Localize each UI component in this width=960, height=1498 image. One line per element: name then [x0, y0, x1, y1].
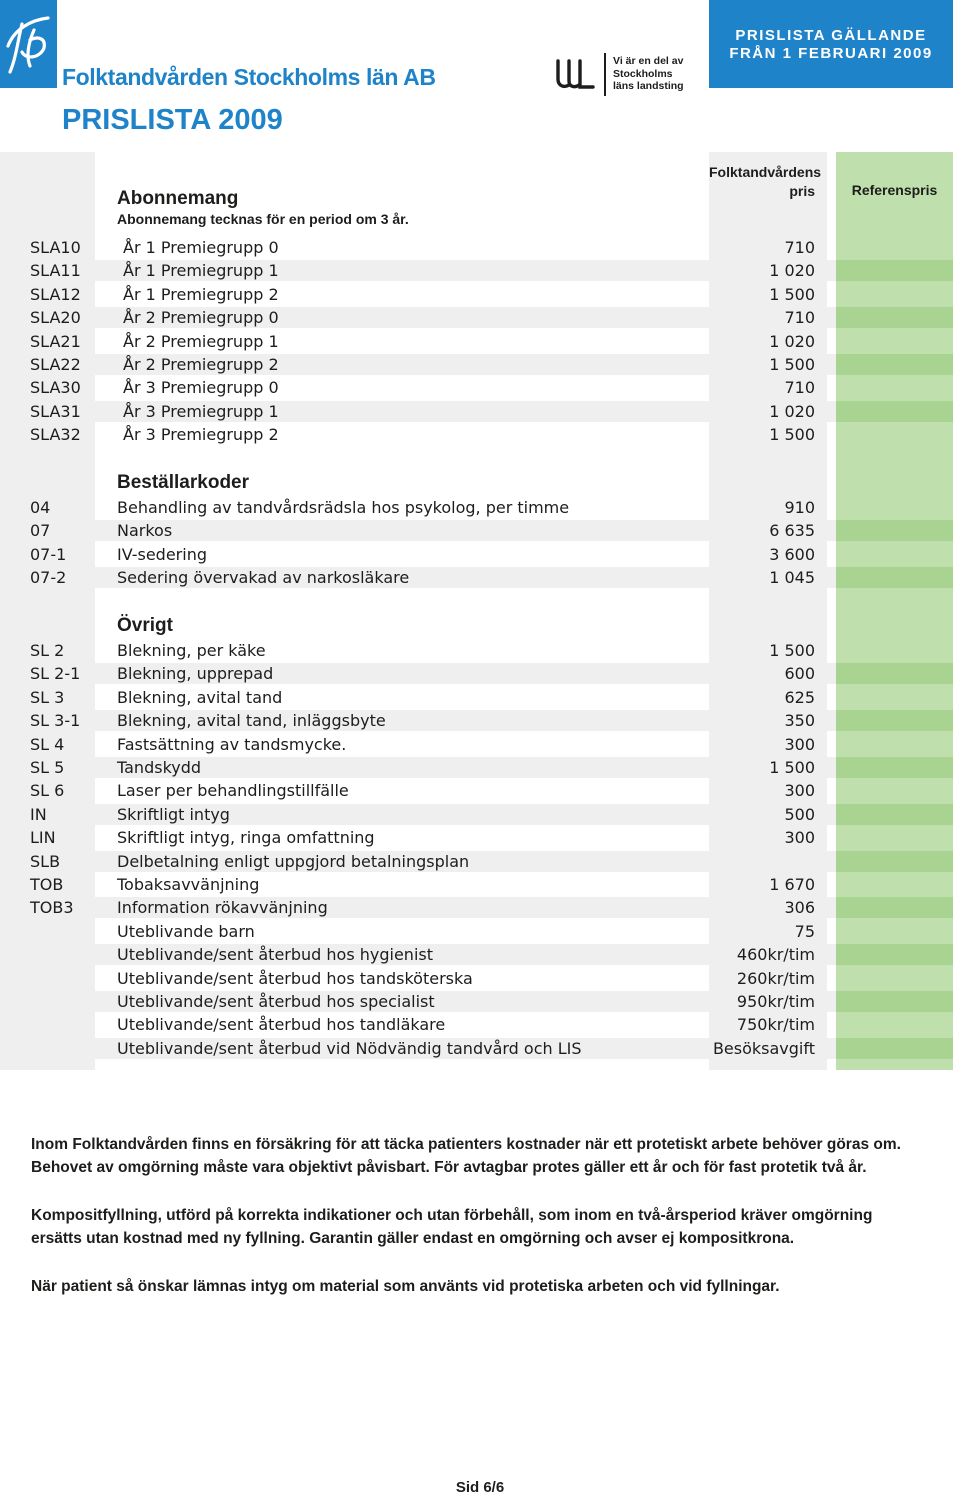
reference-price-cell [836, 710, 953, 731]
row-price: 1 500 [769, 641, 815, 660]
reference-price-cell [836, 640, 953, 661]
sll-tagline: Vi är en del av Stockholms läns landsting [613, 55, 684, 92]
row-price: 306 [784, 898, 815, 918]
table-row [0, 331, 953, 352]
reference-price-cell [836, 424, 953, 445]
sll-logo-icon [555, 57, 595, 91]
row-price: 1 500 [769, 758, 815, 777]
row-code: SLA12 [30, 284, 81, 304]
row-description: År 2 Premiegrupp 1 [123, 331, 279, 351]
row-description: Blekning, per käke [117, 641, 266, 660]
sll-divider [604, 53, 606, 96]
row-code: IN [30, 804, 47, 824]
section-title-ovrigt: Övrigt [117, 615, 173, 636]
row-description: Uteblivande barn [117, 921, 255, 941]
row-code: 07-1 [30, 544, 67, 564]
row-description: Blekning, avital tand, inläggsbyte [117, 711, 386, 731]
table-row [0, 991, 953, 1012]
row-price: 3 600 [769, 544, 815, 564]
row-description: Uteblivande/sent återbud hos hygienist [117, 945, 433, 965]
reference-price-cell [836, 237, 953, 258]
reference-price-cell [836, 921, 953, 942]
row-price: 1 045 [769, 568, 815, 588]
reference-price-cell [836, 497, 953, 518]
row-price: 750kr/tim [736, 1015, 815, 1035]
row-code: SLA10 [30, 238, 81, 257]
row-price: 710 [784, 308, 815, 328]
organization-name: Folktandvården Stockholms län AB [62, 64, 436, 90]
table-row [0, 663, 953, 684]
row-price: 710 [784, 238, 815, 257]
row-description: Behandling av tandvårdsrädsla hos psykolog, per timme [117, 498, 570, 517]
row-description: Uteblivande/sent återbud vid Nödvändig tandvård och LIS [117, 1038, 582, 1058]
reference-price-cell [836, 354, 953, 375]
row-description: År 1 Premiegrupp 0 [123, 238, 279, 257]
row-description: År 3 Premiegrupp 1 [123, 401, 279, 421]
reference-price-cell [836, 567, 953, 588]
row-code: SLA20 [30, 308, 81, 328]
table-row [0, 567, 953, 588]
row-price: 350 [784, 711, 815, 731]
table-row [0, 874, 953, 895]
row-code: SL 3-1 [30, 711, 81, 731]
note-insurance: Inom Folktandvården finns en försäkring för att täcka patienters kostnader när ett protetiskt arbete behöver göras om. Behovet av omgörning måste vara objektivt påvisbart. För avtagbar protes gäller ett år och för fast protetik två år. [31, 1136, 901, 1176]
row-price: 1 500 [769, 355, 815, 374]
row-price: 300 [784, 781, 815, 801]
reference-price-cell [836, 968, 953, 989]
row-description: Blekning, avital tand [117, 687, 283, 707]
row-code: SL 2-1 [30, 664, 81, 684]
row-description: Uteblivande/sent återbud hos tandsköterska [117, 968, 473, 988]
row-code: SLA11 [30, 261, 81, 281]
ftv-logo [0, 0, 57, 88]
row-price: 460kr/tim [736, 945, 815, 965]
reference-price-cell [836, 874, 953, 895]
row-price: 950kr/tim [736, 992, 815, 1011]
row-price: 910 [784, 498, 815, 517]
table-row [0, 401, 953, 422]
reference-price-cell [836, 757, 953, 778]
table-row [0, 520, 953, 541]
reference-price-cell [836, 377, 953, 398]
row-price: 500 [784, 804, 815, 824]
validity-line-2: FRÅN 1 FEBRUARI 2009 [729, 45, 933, 62]
row-price: 1 500 [769, 425, 815, 445]
price-column-header: Folktandvårdens pris [709, 164, 822, 199]
row-code: SL 6 [30, 781, 65, 801]
row-price: 600 [784, 664, 815, 684]
validity-banner [709, 0, 953, 88]
row-code: SLA21 [30, 331, 81, 351]
reference-price-column-header: Referenspris [851, 182, 938, 198]
table-row [0, 897, 953, 918]
row-code: 07 [30, 521, 51, 541]
table-row [0, 804, 953, 825]
table-row [0, 944, 953, 965]
row-description: Tandskydd [117, 758, 202, 777]
table-row [0, 284, 953, 305]
table-row [0, 757, 953, 778]
reference-price-cell [836, 897, 953, 918]
row-description: Uteblivande/sent återbud hos specialist [117, 992, 435, 1011]
reference-price-cell [836, 804, 953, 825]
reference-price-cell [836, 1014, 953, 1035]
table-row [0, 968, 953, 989]
reference-price-cell [836, 260, 953, 281]
note-material-certificate: När patient så önskar lämnas intyg om material som använts vid protetiska arbeten och vid fyllningar. [31, 1278, 780, 1295]
section-title-bestallarkoder: Beställarkoder [117, 472, 250, 493]
table-row [0, 237, 953, 258]
row-description: År 1 Premiegrupp 2 [123, 284, 279, 304]
row-description: År 2 Premiegrupp 2 [123, 355, 279, 374]
row-code: TOB [30, 875, 64, 894]
table-row [0, 424, 953, 445]
row-price: 260kr/tim [736, 968, 815, 988]
row-description: Information rökavvänjning [117, 898, 328, 918]
row-description: År 2 Premiegrupp 0 [123, 308, 279, 328]
table-row [0, 640, 953, 661]
row-price: 1 500 [769, 284, 815, 304]
row-description: Laser per behandlingstillfälle [117, 781, 349, 801]
table-row [0, 377, 953, 398]
table-row [0, 1014, 953, 1035]
row-price: 625 [784, 687, 815, 707]
row-code: SL 5 [30, 758, 65, 777]
section-note: Abonnemang tecknas för en period om 3 år. [117, 211, 409, 227]
row-price: 75 [794, 921, 815, 941]
row-code: TOB3 [30, 898, 74, 918]
row-code: SLA22 [30, 355, 81, 374]
row-code: SL 4 [30, 734, 65, 754]
row-code: SLB [30, 851, 61, 871]
row-description: Delbetalning enligt uppgjord betalningsplan [117, 851, 470, 871]
row-code: SL 2 [30, 641, 65, 660]
row-code: SLA30 [30, 378, 81, 398]
table-row [0, 1038, 953, 1059]
row-price: Besöksavgift [712, 1038, 815, 1058]
table-row [0, 687, 953, 708]
table-row [0, 307, 953, 328]
row-description: IV-sedering [117, 544, 207, 564]
reference-price-cell [836, 284, 953, 305]
reference-price-cell [836, 331, 953, 352]
row-price: 1 670 [769, 875, 815, 894]
reference-price-cell [836, 991, 953, 1012]
row-code: 07-2 [30, 568, 67, 588]
validity-line-1: PRISLISTA GÄLLANDE [735, 27, 927, 44]
reference-price-cell [836, 401, 953, 422]
page-number: Sid 6/6 [455, 1479, 505, 1496]
table-row [0, 921, 953, 942]
row-description: Narkos [117, 521, 173, 541]
row-description: Sedering övervakad av narkosläkare [117, 568, 410, 588]
note-composite-filling: Kompositfyllning, utförd på korrekta indikationer och utan förbehåll, som inom en två-årsperiod kräver omgörning ersätts utan kostnad med ny fyllning. Garantin gäller endast en omgörning och avser ej kompositkrona. [31, 1207, 873, 1247]
row-description: År 1 Premiegrupp 1 [123, 261, 279, 281]
table-row [0, 497, 953, 518]
row-price: 300 [784, 828, 815, 848]
table-row [0, 354, 953, 375]
row-code: SLA31 [30, 401, 81, 421]
row-price: 1 020 [769, 261, 815, 281]
table-row [0, 260, 953, 281]
row-description: Skriftligt intyg, ringa omfattning [117, 828, 375, 848]
row-description: År 3 Premiegrupp 0 [123, 378, 279, 398]
row-code: SL 3 [30, 687, 65, 707]
section-title-abonnemang: Abonnemang [117, 188, 239, 209]
row-description: Tobaksavvänjning [117, 875, 260, 894]
reference-price-cell [836, 544, 953, 565]
table-row [0, 827, 953, 848]
page-title: PRISLISTA 2009 [62, 104, 283, 136]
ftv-monogram-icon [0, 0, 57, 88]
row-code: SLA32 [30, 425, 81, 445]
reference-price-cell [836, 827, 953, 848]
row-description: Fastsättning av tandsmycke. [117, 734, 347, 754]
reference-price-cell [836, 1038, 953, 1059]
row-price: 710 [784, 378, 815, 398]
reference-price-cell [836, 307, 953, 328]
table-row [0, 780, 953, 801]
table-row [0, 544, 953, 565]
table-row [0, 851, 953, 872]
reference-price-cell [836, 851, 953, 872]
row-description: Uteblivande/sent återbud hos tandläkare [117, 1015, 446, 1035]
reference-price-cell [836, 734, 953, 755]
row-code: LIN [30, 828, 56, 848]
row-price: 1 020 [769, 331, 815, 351]
reference-price-cell [836, 780, 953, 801]
row-price: 300 [784, 734, 815, 754]
reference-price-cell [836, 520, 953, 541]
row-description: Skriftligt intyg [117, 804, 230, 824]
reference-price-cell [836, 663, 953, 684]
table-row [0, 710, 953, 731]
row-description: Blekning, upprepad [117, 664, 274, 684]
row-code: 04 [30, 498, 51, 517]
row-price: 1 020 [769, 401, 815, 421]
reference-price-cell [836, 687, 953, 708]
row-description: År 3 Premiegrupp 2 [123, 425, 279, 445]
table-row [0, 734, 953, 755]
reference-price-cell [836, 944, 953, 965]
row-price: 6 635 [769, 521, 815, 541]
